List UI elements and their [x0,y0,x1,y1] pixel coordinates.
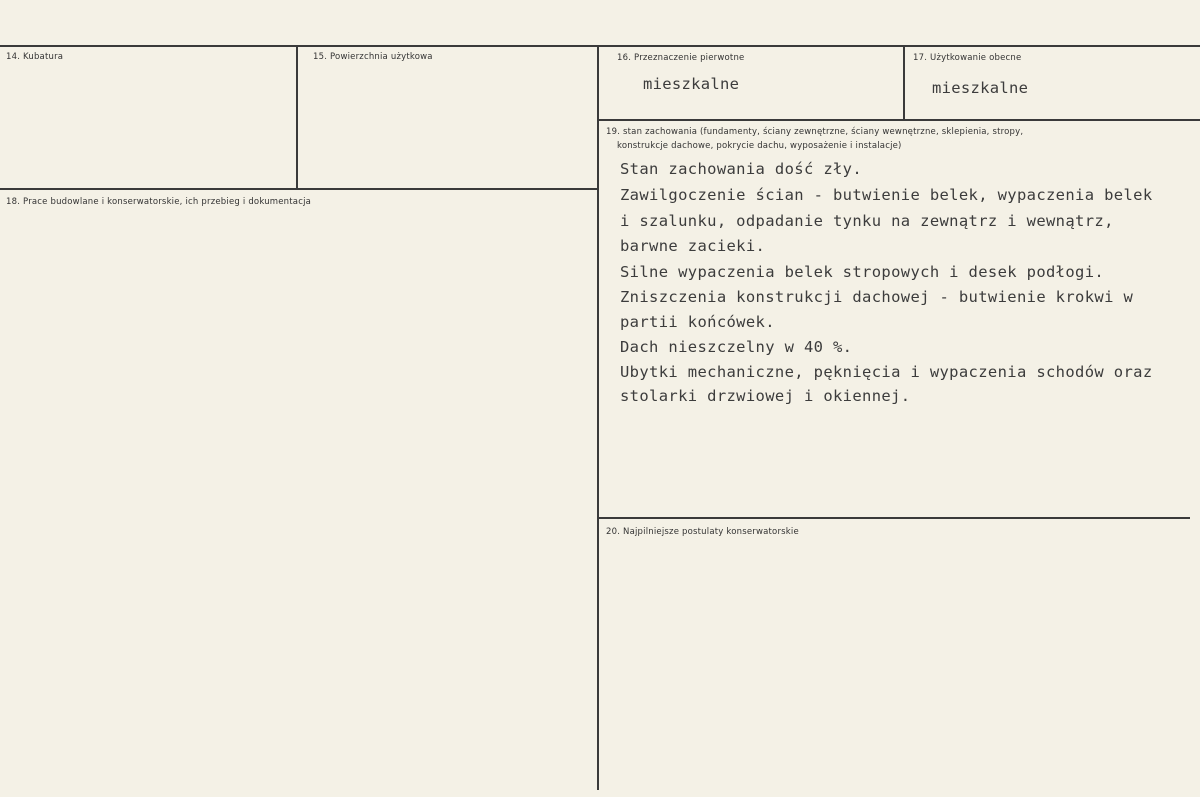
field-17-label: 17. Użytkowanie obecne [913,53,1022,63]
field-19-line: i szalunku, odpadanie tynku na zewnątrz i wewnątrz, [620,212,1114,230]
field-14-label: 14. Kubatura [6,52,64,62]
field-15-label: 15. Powierzchnia użytkowa [313,52,433,62]
field-20-label: 20. Najpilniejsze postulaty konserwatorskie [606,527,799,537]
divider-left-right [597,45,599,790]
field-16-value: mieszkalne [643,75,740,93]
field-18-label: 18. Prace budowlane i konserwatorskie, ich przebieg i dokumentacja [6,197,312,207]
field-16-label: 16. Przeznaczenie pierwotne [617,53,745,63]
divider-14-15 [296,45,298,189]
rule-under-14-15 [0,188,598,190]
field-19-label-line2: konstrukcje dachowe, pokrycie dachu, wyposażenie i instalacje) [617,141,902,151]
rule-above-20 [598,517,1190,519]
field-19-line: Ubytki mechaniczne, pęknięcia i wypaczenia schodów oraz [620,363,1153,381]
field-17-value: mieszkalne [932,79,1029,97]
field-19-line: Zawilgoczenie ścian - butwienie belek, wypaczenia belek [620,186,1153,204]
top-rule [0,45,1200,47]
field-19-line: partii końcówek. [620,313,775,331]
divider-16-17 [903,45,905,120]
field-19-label-line1: 19. stan zachowania (fundamenty, ściany zewnętrzne, ściany wewnętrzne, sklepienia, stropy, [606,127,1024,137]
field-19-line: barwne zacieki. [620,237,766,255]
field-19-line: Silne wypaczenia belek stropowych i desek podłogi. [620,263,1105,281]
field-19-line: Dach nieszczelny w 40 %. [620,338,853,356]
field-19-line: Stan zachowania dość zły. [620,160,863,178]
rule-under-16-17 [598,119,1200,121]
field-19-line: Zniszczenia konstrukcji dachowej - butwienie krokwi w [620,288,1134,306]
field-19-line: stolarki drzwiowej i okiennej. [620,387,911,405]
